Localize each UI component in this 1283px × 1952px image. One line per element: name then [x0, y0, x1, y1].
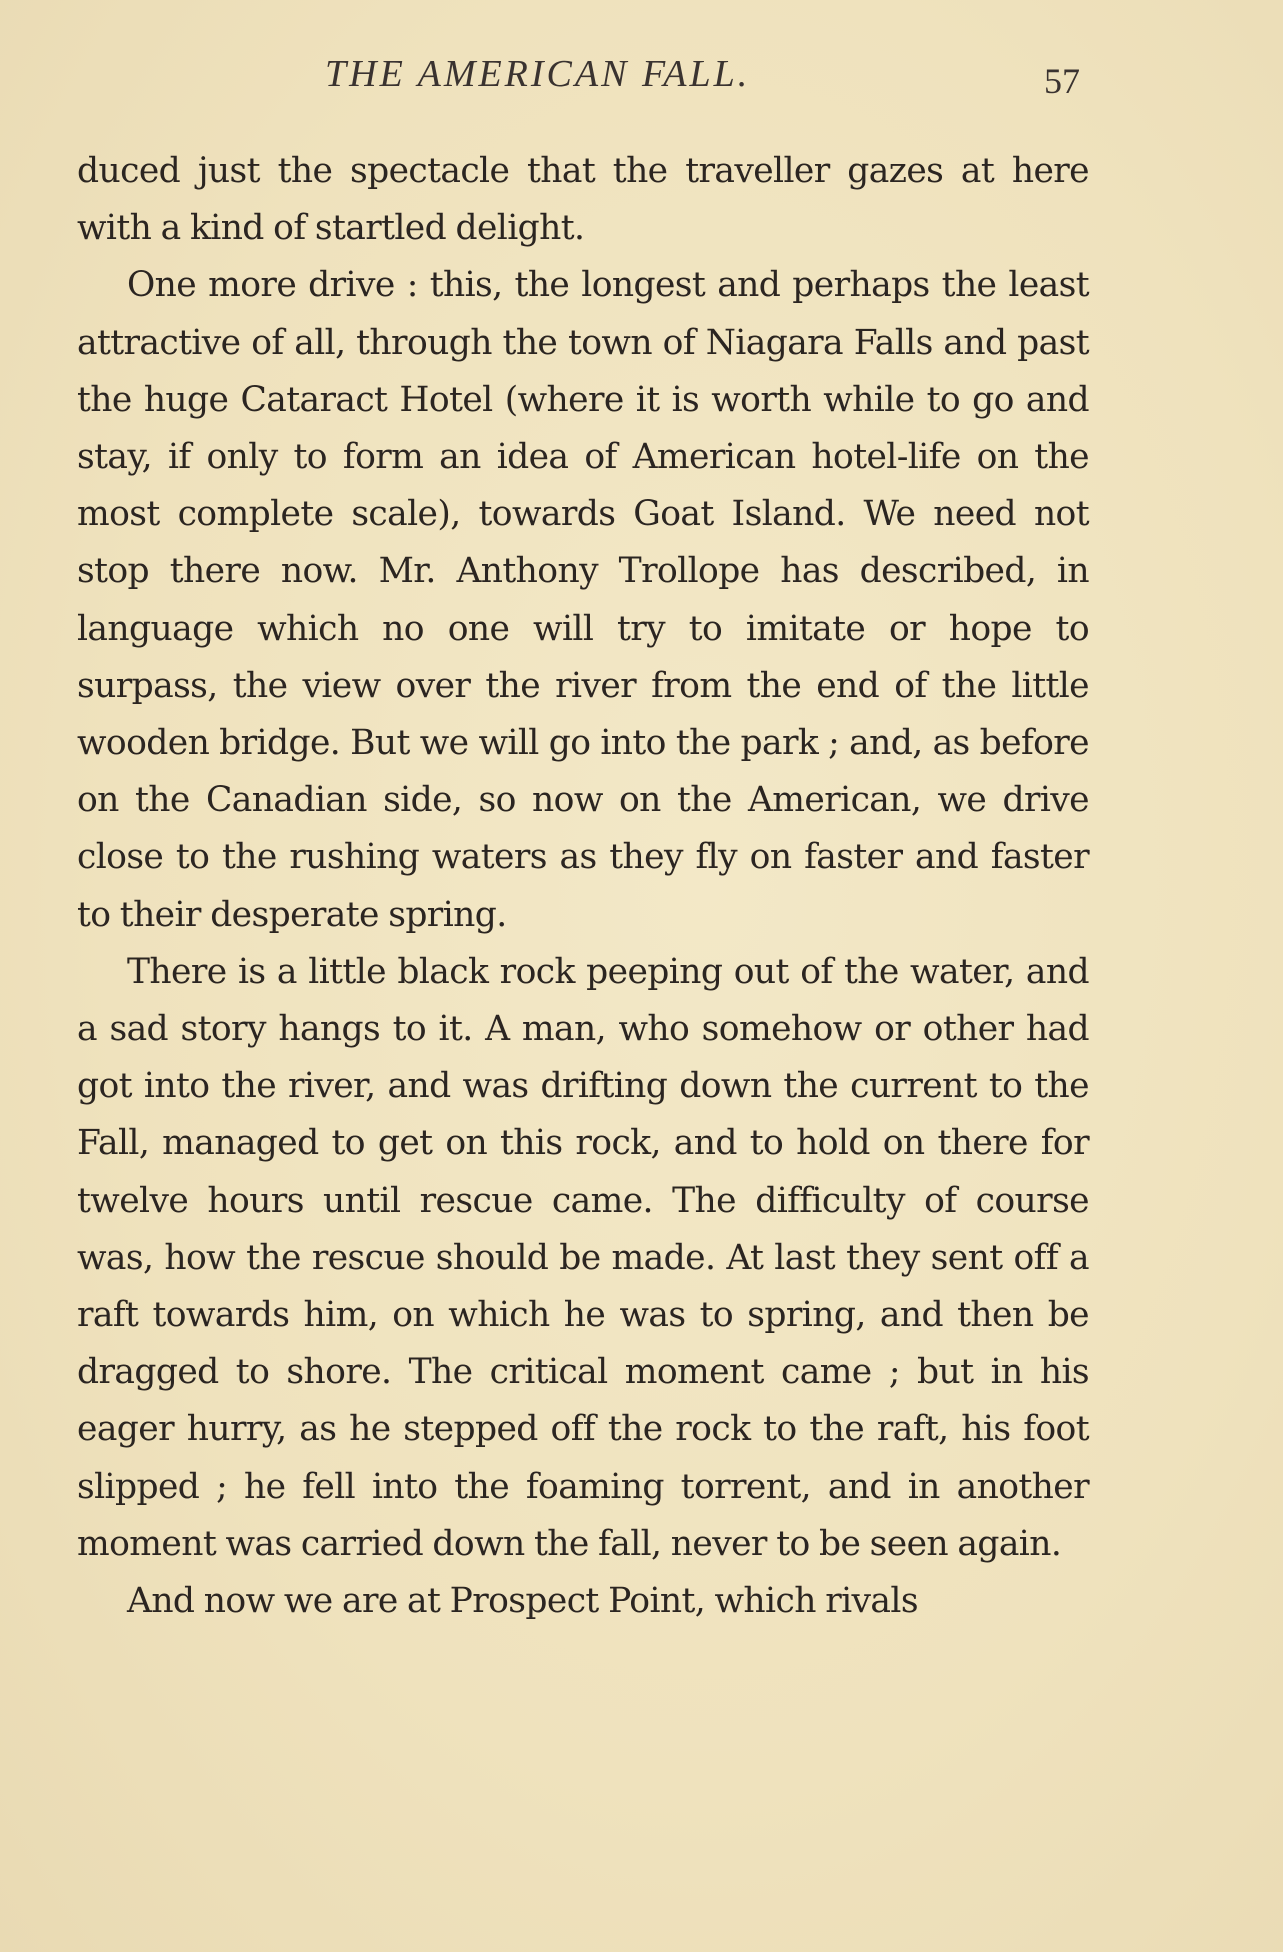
- running-title: THE AMERICAN FALL.: [325, 53, 751, 95]
- running-head: [0, 52, 1283, 102]
- paragraph-drive: One more drive : this, the longest and perhaps the least attractive of all, through the town of Niagara Falls and past the huge Cataract Hotel (where it is worth while to go and stay, if only to form an idea of American hotel-life on the most complete scale), towards Goat Island. We need not stop there now. Mr. Anthony Trollope has described, in language which no one will try to imitate or hope to surpass, the view over the river from the end of the little wooden bridge. But we will go into the park ; and, as before on the Canadian side, so now on the American, we drive close to the rushing waters as they fly on faster and faster to their desperate spring.: [77, 265, 1089, 935]
- page-number: 57: [1044, 61, 1080, 101]
- paragraph-prospect-point: And now we are at Prospect Point, which rivals: [127, 1581, 918, 1622]
- paragraph-black-rock: There is a little black rock peeping out of the water, and a sad story hangs to it. A man, who somehow or other had got into the river, and was drifting down the current to the Fall, managed to get on this rock, and to hold on there for twelve hours until rescue came. The difficulty of course was, how the rescue should be made. At last they sent off a raft towards him, on which he was to spring, and then be dragged to shore. The critical moment came ; but in his eager hurry, as he stepped off the rock to the raft, his foot slipped ; he fell into the foaming torrent, and in another moment was carried down the fall, never to be seen again.: [77, 951, 1089, 1564]
- body-text: [77, 143, 1089, 1630]
- paragraph-continuation: duced just the spectacle that the traveller gazes at here with a kind of startled delight.: [77, 151, 1089, 249]
